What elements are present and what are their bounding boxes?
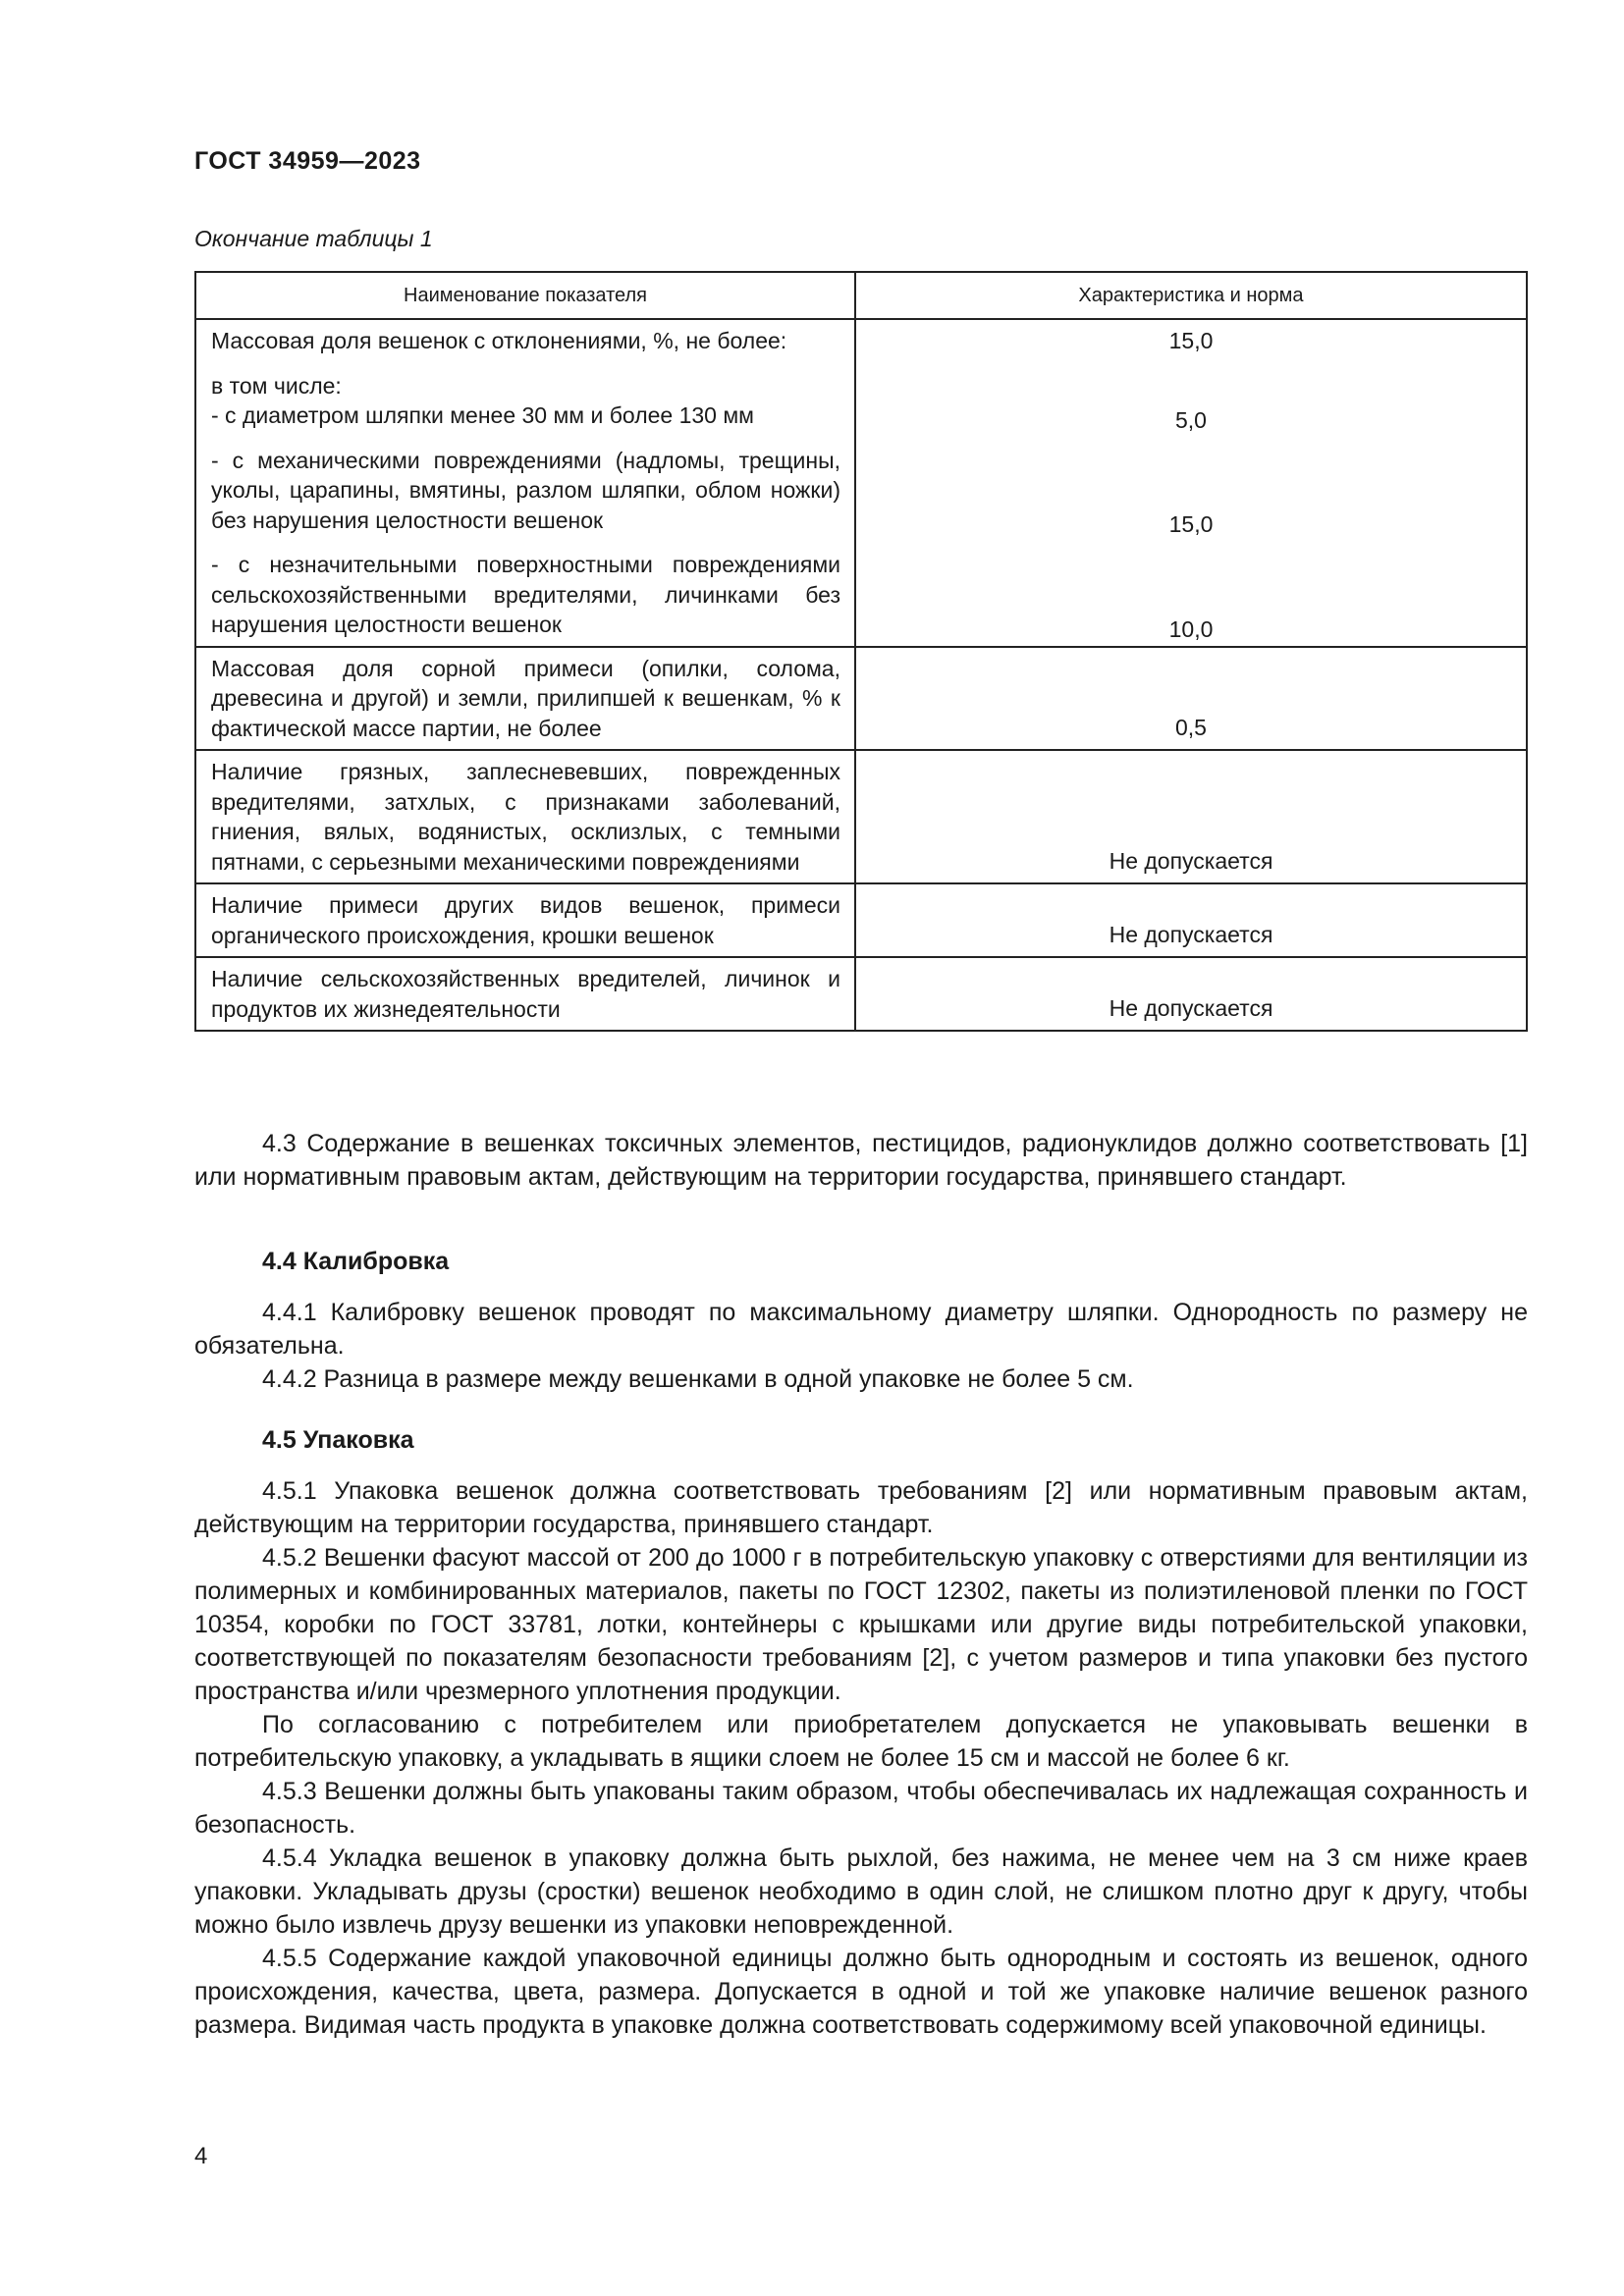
indicator-cell — [195, 319, 855, 647]
indicator-cell: Наличие сельскохозяйственных вредителей, личинок и продуктов их жизнедеятельности — [195, 957, 855, 1031]
section-heading: 4.4 Калибровка — [262, 1248, 450, 1275]
page-number: 4 — [194, 2143, 208, 2169]
indicator-text: Массовая доля вешенок с отклонениями, %, не более: — [211, 328, 787, 353]
norm-value: 0,5 — [855, 647, 1527, 751]
standard-header: ГОСТ 34959—2023 — [194, 147, 421, 175]
paragraph: 4.5.4 Укладка вешенок в упаковку должна быть рыхлой, без нажима, не менее чем на 3 см ниже краев упаковки. Укладывать друзы (сростки) вешенок необходимо в один слой, не слишком плотно друг к другу, чтобы можно было извлечь друзу вешенки из упаковки неповрежденной. — [194, 1844, 1528, 1939]
table-header-row — [195, 272, 1527, 319]
table-row — [195, 647, 1527, 751]
table-row — [195, 750, 1527, 883]
table-row — [195, 319, 1527, 647]
section-4-4 — [194, 1245, 1528, 1396]
indicator-cell: Наличие грязных, заплесневевших, поврежденных вредителями, затхлых, с признаками заболеваний, гниения, вялых, водянистых, осклизлых, с темными пятнами, с серьезными механическими повреждениями — [195, 750, 855, 883]
column-header-norm: Характеристика и норма — [855, 272, 1527, 319]
requirements-table — [194, 271, 1528, 1032]
indicator-text: - с незначительными поверхностными повреждениями сельскохозяйственными вредителями, личинками без нарушения целостности вешенок — [211, 552, 840, 637]
norm-cell — [855, 319, 1527, 647]
paragraph: По согласованию с потребителем или приобретателем допускается не упаковывать вешенки в потребительскую упаковку, а укладывать в ящики слоем не более 15 см и массой не более 6 кг. — [194, 1711, 1528, 1772]
paragraph: 4.5.3 Вешенки должны быть упакованы таким образом, чтобы обеспечивалась их надлежащая сохранность и безопасность. — [194, 1778, 1528, 1839]
indicator-text: - с механическими повреждениями (надломы, трещины, уколы, царапины, вмятины, разлом шляпки, облом ножки) без нарушения целостности вешенок — [211, 447, 840, 533]
indicator-text: в том числе: — [211, 372, 342, 399]
table-row — [195, 957, 1527, 1031]
section-heading: 4.5 Упаковка — [262, 1426, 414, 1454]
indicator-text: - с диаметром шляпки менее 30 мм и более 130 мм — [211, 402, 754, 428]
section-4-5 — [194, 1423, 1528, 2042]
column-header-indicator: Наименование показателя — [195, 272, 855, 319]
paragraph: 4.4.1 Калибровку вешенок проводят по максимальному диаметру шляпки. Однородность по размеру не обязательна. — [194, 1299, 1528, 1360]
paragraph: 4.4.2 Разница в размере между вешенками в одной упаковке не более 5 см. — [262, 1365, 1134, 1393]
norm-value: Не допускается — [855, 883, 1527, 957]
table-caption: Окончание таблицы 1 — [194, 226, 433, 251]
table-row — [195, 883, 1527, 957]
norm-value: 15,0 — [1168, 328, 1214, 353]
norm-value: 15,0 — [1168, 511, 1214, 537]
norm-value: 5,0 — [1175, 407, 1207, 433]
paragraph: 4.5.5 Содержание каждой упаковочной единицы должно быть однородным и состоять из вешенок, одного происхождения, качества, цвета, размера. Допускается в одной и той же упаковке наличие вешенок разного размера. Видимая часть продукта в упаковке должна соответствовать содержимому всей упаковочной единицы. — [194, 1945, 1528, 2039]
norm-value: 10,0 — [1168, 616, 1214, 642]
indicator-cell: Массовая доля сорной примеси (опилки, солома, древесина и другой) и земли, прилипшей к вешенкам, % к фактической массе партии, не более — [195, 647, 855, 751]
paragraph: 4.5.2 Вешенки фасуют массой от 200 до 1000 г в потребительскую упаковку с отверстиями для вентиляции из полимерных и комбинированных материалов, пакеты по ГОСТ 12302, пакеты из полиэтиленовой пленки по ГОСТ 10354, коробки по ГОСТ 33781, лотки, контейнеры с крышками или другие виды потребительской упаковки, соответствующей по показателям безопасности требованиям [2], с учетом размеров и типа упаковки без пустого пространства и/или чрезмерного уплотнения продукции. — [194, 1544, 1528, 1705]
norm-value: Не допускается — [855, 957, 1527, 1031]
paragraph: 4.5.1 Упаковка вешенок должна соответствовать требованиям [2] или нормативным правовым актам, действующим на территории государства, принявшего стандарт. — [194, 1477, 1528, 1538]
norm-value: Не допускается — [855, 750, 1527, 883]
paragraph: 4.3 Содержание в вешенках токсичных элементов, пестицидов, радионуклидов должно соответствовать [1] или нормативным правовым актам, действующим на территории государства, принявшего стандарт. — [194, 1130, 1528, 1191]
section-4-3 — [194, 1127, 1528, 1194]
indicator-cell: Наличие примеси других видов вешенок, примеси органического происхождения, крошки вешенок — [195, 883, 855, 957]
